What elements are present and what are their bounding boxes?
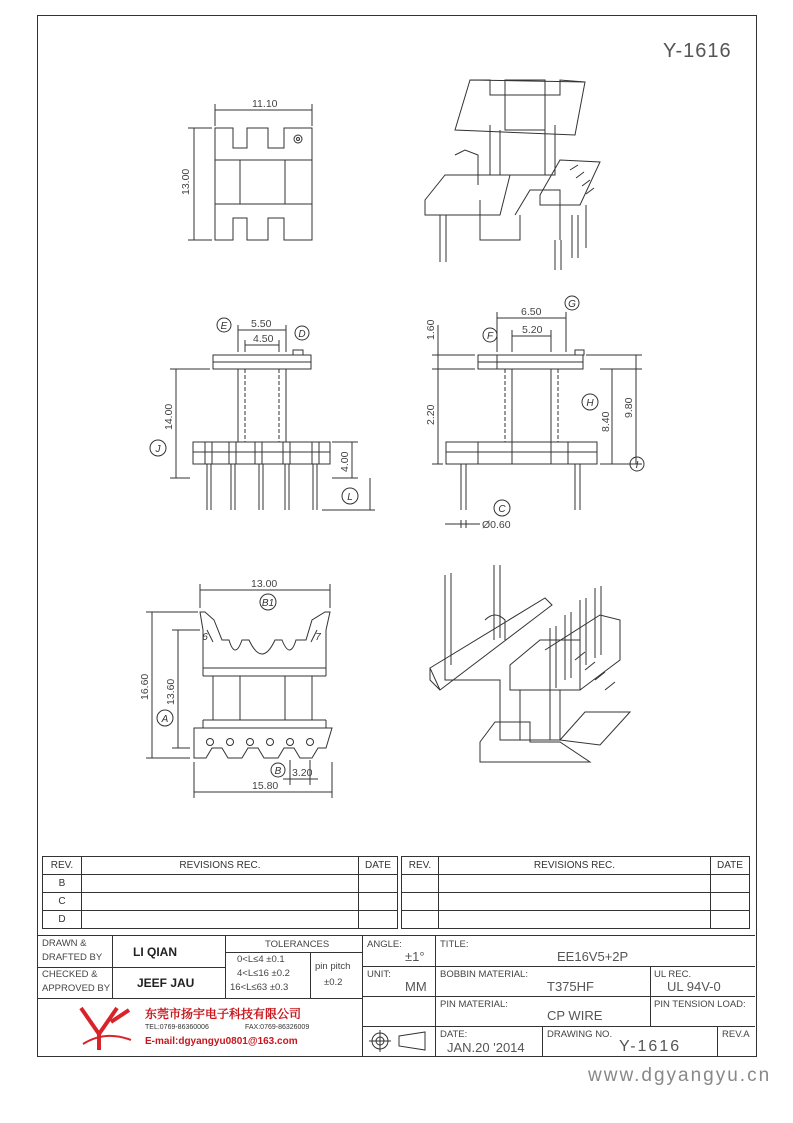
company-name: 东莞市扬宇电子科技有限公司: [145, 1007, 302, 1021]
company-fax: FAX:0769-86326009: [245, 1024, 310, 1031]
callout-i: I: [635, 460, 639, 471]
bobbin-material-label: BOBBIN MATERIAL:: [440, 969, 528, 980]
callout-j: J: [155, 444, 161, 455]
callout-c: C: [498, 504, 506, 515]
ul-rec-label: UL REC.: [654, 969, 692, 980]
isometric-view-top: [425, 80, 600, 270]
callout-d: D: [298, 329, 306, 340]
drawn-by-value: LI QIAN: [133, 945, 177, 959]
isometric-view-bottom: [430, 565, 630, 762]
company-email: E-mail:dgyangyu0801@163.com: [145, 1036, 298, 1047]
dim-bottom-inner-height: 13.60: [165, 678, 177, 705]
dim-front-pin-length: 4.00: [339, 451, 351, 472]
bobbin-material-value: T375HF: [547, 979, 594, 994]
dim-bottom-outer-height: 16.60: [139, 673, 151, 700]
title-block: [37, 935, 755, 1056]
drawn-by-label: DRAWN &: [42, 938, 87, 949]
unit-value: MM: [405, 979, 427, 994]
dim-side-core-gap: 2.20: [425, 404, 437, 425]
dim-bottom-pin-pitch: 3.20: [292, 767, 313, 779]
pin-pitch-tolerance: ±0.2: [324, 977, 343, 988]
front-view: [170, 325, 375, 510]
rec-header-right: REVISIONS REC.: [439, 857, 711, 875]
company-logo-icon: [75, 1000, 137, 1055]
dim-top-height: 13.00: [180, 168, 192, 195]
drawing-number: Y-1616: [663, 40, 732, 62]
tolerance-3: 16<L≤63 ±0.3: [230, 982, 289, 993]
dim-side-inner-height: 8.40: [600, 411, 612, 432]
callout-g: G: [568, 299, 576, 310]
dim-side-flange-outer: 6.50: [521, 306, 542, 318]
callout-l: L: [347, 492, 353, 503]
rev-row-c: C: [43, 893, 82, 911]
dim-top-width: 11.10: [252, 98, 278, 110]
callout-a: A: [161, 714, 169, 725]
drafted-by-label: DRAFTED BY: [42, 952, 103, 963]
website-url: www.dgyangyu.cn: [588, 1065, 772, 1086]
rev-header-left: REV.: [43, 857, 82, 875]
pin-material-value: CP WIRE: [547, 1008, 603, 1023]
company-tel: TEL:0769-86360006: [145, 1024, 209, 1031]
tolerance-2: 4<L≤16 ±0.2: [237, 968, 290, 979]
rev-header-right: REV.: [402, 857, 439, 875]
projection-symbol-icon: [367, 1028, 432, 1054]
pin-material-label: PIN MATERIAL:: [440, 999, 508, 1010]
date-label: DATE:: [440, 1029, 468, 1040]
callout-f: F: [486, 331, 494, 342]
top-view: [188, 104, 312, 240]
dim-front-height: 14.00: [163, 403, 175, 430]
rev-row-b: B: [43, 875, 82, 893]
callout-h: H: [586, 398, 594, 409]
dim-pin-diameter: Ø0.60: [482, 519, 511, 531]
rec-header-left: REVISIONS REC.: [82, 857, 359, 875]
title-value: EE16V5+2P: [557, 949, 629, 964]
date-header-right: DATE: [711, 857, 750, 875]
drawing-no-value: Y-1616: [619, 1038, 682, 1055]
angle-label: ANGLE:: [367, 939, 402, 950]
dim-front-flange-inner: 4.50: [253, 333, 274, 345]
title-label: TITLE:: [440, 939, 469, 950]
drawing-no-label: DRAWING NO.: [547, 1029, 613, 1040]
pin-tension-label: PIN TENSION LOAD:: [654, 999, 746, 1010]
approved-by-value: JEEF JAU: [137, 976, 195, 990]
angle-value: ±1°: [405, 949, 425, 964]
rev-label: REV.A: [722, 1029, 750, 1040]
rev-row-d: D: [43, 911, 82, 929]
pin-number-right: 7: [315, 632, 321, 643]
dim-side-flange-inner: 5.20: [522, 324, 543, 336]
revisions-table: [42, 856, 750, 929]
dim-bottom-base-width: 15.80: [252, 780, 279, 792]
pin-pitch-label: pin pitch: [315, 961, 351, 972]
date-header-left: DATE: [359, 857, 398, 875]
callout-b1: B1: [261, 598, 275, 609]
callout-e: E: [220, 321, 228, 332]
dim-bottom-width: 13.00: [251, 578, 278, 590]
dim-side-flange-thickness: 1.60: [425, 319, 437, 340]
checked-label: CHECKED &: [42, 969, 98, 980]
callout-b: B: [274, 766, 282, 777]
pin-number-left: 6: [202, 632, 208, 643]
date-value: JAN.20 '2014: [447, 1040, 525, 1055]
unit-label: UNIT:: [367, 969, 391, 980]
dim-side-total-height: 9.80: [623, 397, 635, 418]
dim-front-flange-outer: 5.50: [251, 318, 272, 330]
approved-label: APPROVED BY: [42, 983, 111, 994]
ul-rec-value: UL 94V-0: [667, 979, 721, 994]
tolerances-label: TOLERANCES: [265, 939, 330, 950]
tolerance-1: 0<L≤4 ±0.1: [237, 954, 285, 965]
